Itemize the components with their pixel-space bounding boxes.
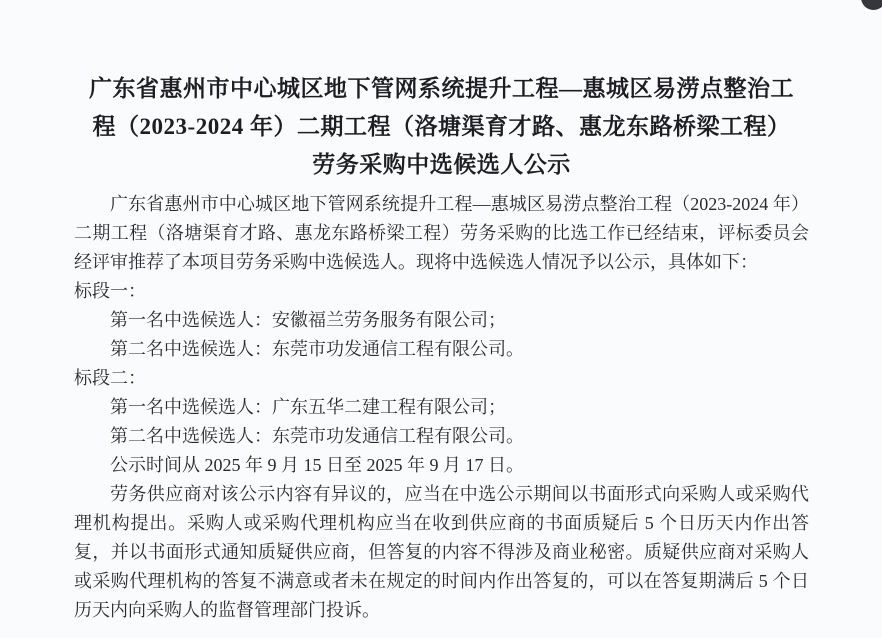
section-one-second-candidate: 第二名中选候选人：东莞市功发通信工程有限公司。 <box>110 339 524 359</box>
announcement-document <box>74 70 809 625</box>
section-two-second-candidate: 第二名中选候选人：东莞市功发通信工程有限公司。 <box>110 426 524 446</box>
intro-paragraph: 广东省惠州市中心城区地下管网系统提升工程—惠城区易涝点整治工程（2023-2024 年）二期工程（洛塘渠育才路、惠龙东路桥梁工程）劳务采购的比选工作已经结束，评标委员会经评审推荐了本项目劳务采购中选候选人。现将中选候选人情况予以公示，具体如下： <box>74 194 809 272</box>
section-one-label: 标段一： <box>74 281 146 301</box>
section-two-first-candidate: 第一名中选候选人：广东五华二建工程有限公司； <box>110 397 506 417</box>
document-title <box>74 70 809 184</box>
section-one-first-candidate: 第一名中选候选人：安徽福兰劳务服务有限公司； <box>110 310 506 330</box>
publicity-period-line: 公示时间从 2025 年 9 月 15 日至 2025 年 9 月 17 日。 <box>110 455 524 475</box>
corner-floating-button[interactable] <box>861 0 882 10</box>
title-line-2: 程（2023-2024 年）二期工程（洛塘渠育才路、惠龙东路桥梁工程） <box>92 114 791 139</box>
title-line-3: 劳务采购中选候选人公示 <box>312 152 571 177</box>
section-two-label: 标段二： <box>74 368 146 388</box>
title-line-1: 广东省惠州市中心城区地下管网系统提升工程—惠城区易涝点整治工 <box>89 76 794 101</box>
objection-procedure-paragraph: 劳务供应商对该公示内容有异议的，应当在中选公示期间以书面形式向采购人或采购代理机构提出。采购人或采购代理机构应当在收到供应商的书面质疑后 5 个日历天内作出答复，并以书面形式通知质疑供应商，但答复的内容不得涉及商业秘密。质疑供应商对采购人或采购代理机构的答复不满意或者未在规定的时间内作出答复的，可以在答复期满后 5 个日历天内向采购人的监督管理部门投诉。 <box>74 484 809 620</box>
